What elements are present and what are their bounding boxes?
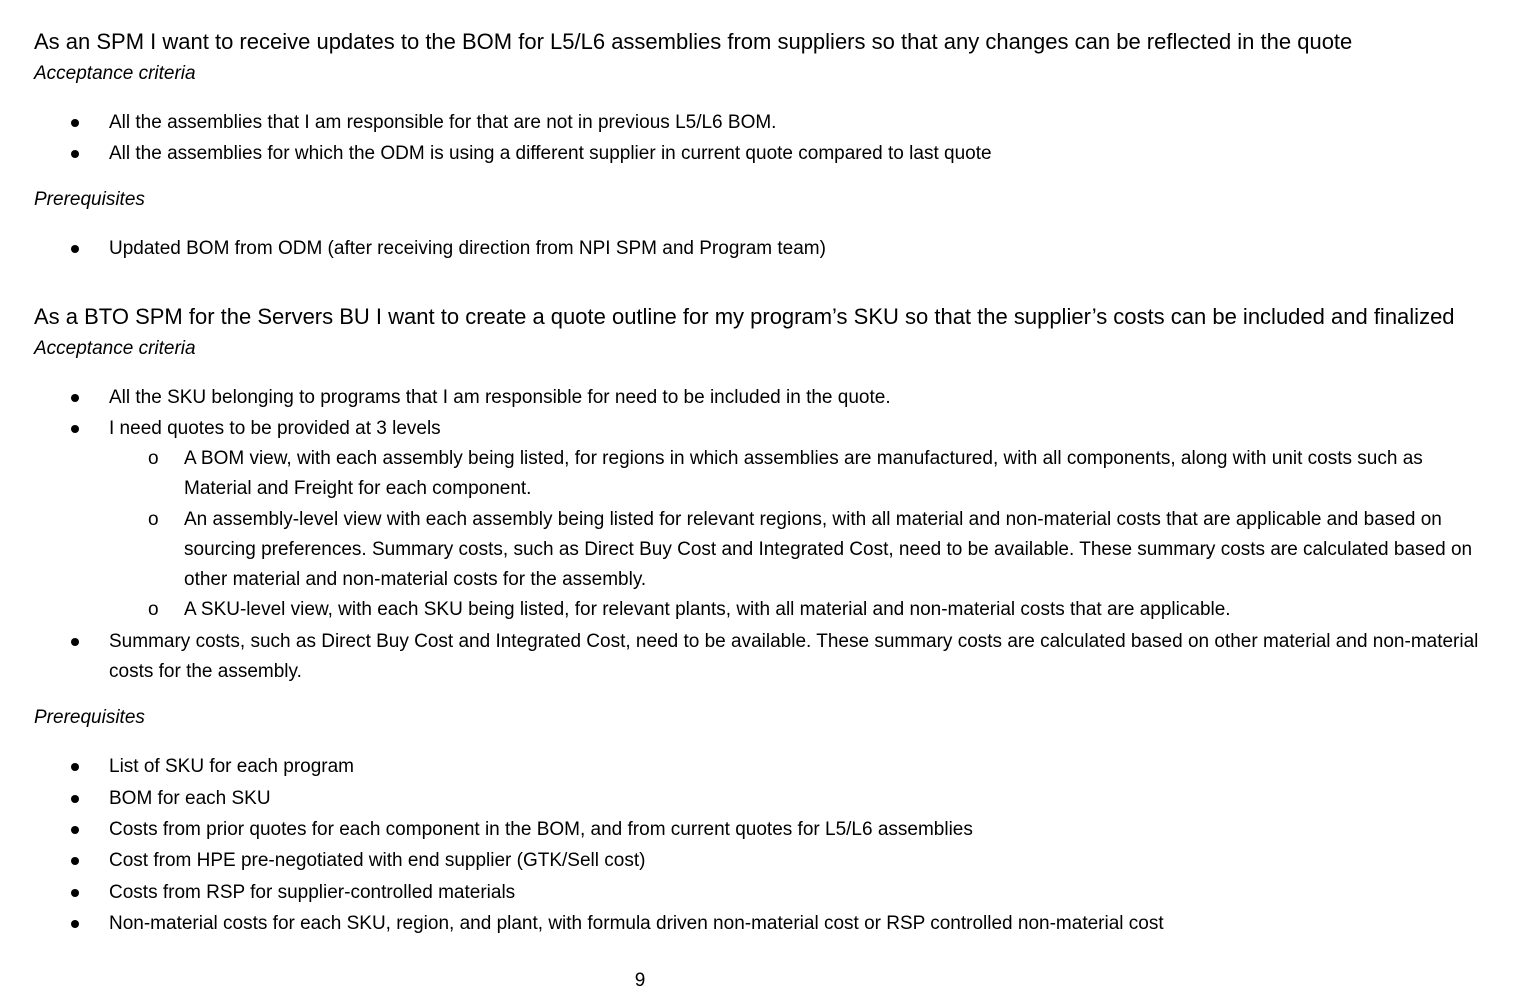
bullet-icon xyxy=(71,150,79,158)
sub-bullet-icon: o xyxy=(148,599,159,620)
bullet-icon xyxy=(71,889,79,897)
page-number: 9 xyxy=(634,970,646,991)
bullet-icon xyxy=(71,245,79,253)
bullet-icon xyxy=(71,119,79,127)
sub-bullet-icon: o xyxy=(148,509,159,530)
bullet-icon xyxy=(71,920,79,928)
bullet-icon xyxy=(71,638,79,646)
bullet-icon xyxy=(71,795,79,803)
story1-title: As an SPM I want to receive updates to the BOM for L5/L6 assemblies from suppliers so that any changes can be reflected in the quote xyxy=(34,29,1353,54)
story2-prerequisites-label: Prerequisites xyxy=(34,707,145,728)
bullet-icon xyxy=(71,425,79,433)
bullet-icon xyxy=(71,763,79,771)
story1-prerequisites-label: Prerequisites xyxy=(34,189,145,210)
story2-title: As a BTO SPM for the Servers BU I want to create a quote outline for my program’s SKU so that the supplier’s costs can be included and finalized xyxy=(34,304,1455,329)
sub-bullet-icon: o xyxy=(148,448,159,469)
bullet-icon xyxy=(71,857,79,865)
bullet-icon xyxy=(71,394,79,402)
story1-acceptance-label: Acceptance criteria xyxy=(34,63,196,84)
bullet-icon xyxy=(71,826,79,834)
story2-acceptance-label: Acceptance criteria xyxy=(34,338,196,359)
